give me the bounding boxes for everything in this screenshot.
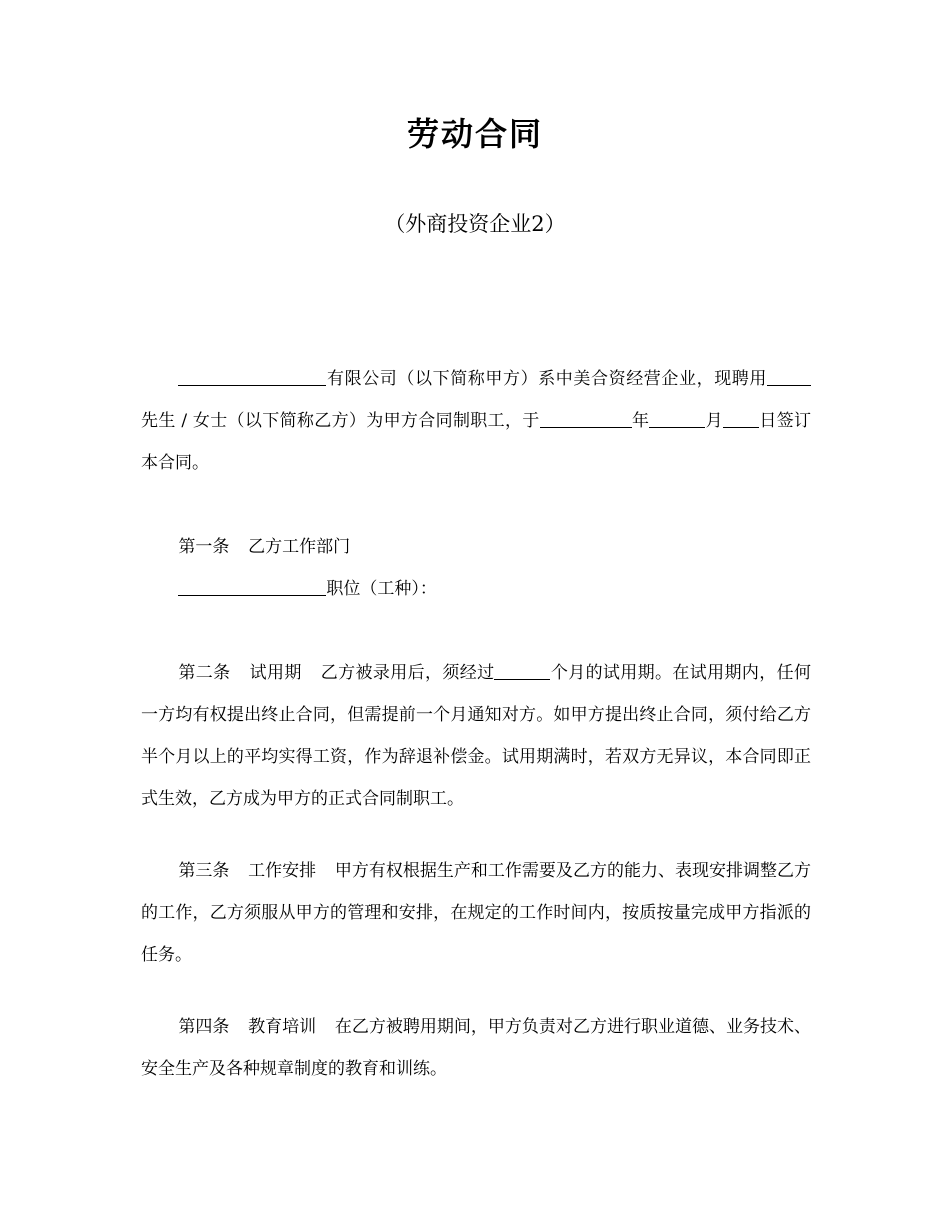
year-label: 年 bbox=[631, 411, 650, 431]
article-4-title: 教育培训 bbox=[248, 1017, 317, 1037]
employee-name-blank-cont[interactable] bbox=[789, 369, 811, 386]
article-1-title: 乙方工作部门 bbox=[248, 537, 351, 557]
article-1-heading-line bbox=[141, 526, 811, 568]
article-2-title: 试用期 bbox=[249, 663, 302, 683]
document-title: 劳动合同 bbox=[406, 115, 543, 153]
spacer bbox=[141, 820, 811, 850]
department-blank[interactable] bbox=[178, 579, 326, 596]
article-3-number: 第三条 bbox=[178, 861, 230, 881]
document-subtitle: （外商投资企业2） bbox=[384, 212, 566, 236]
intro-text-2: 先生 / 女士（以下简称乙方）为甲方合同制职工，于 bbox=[141, 411, 540, 431]
document-body bbox=[141, 358, 811, 1090]
article-2-text-2: 个月的试用期。在试用期内，任何一方均有权提出终止合同，但需提前一个月通知对方。如甲方提出终止合同，须付给乙方半个月以上的平均实得工资，作为辞退补偿金。试用期满时，若双方无异议，本合同即正式生效，乙方成为甲方的正式合同制职工。 bbox=[141, 663, 812, 809]
probation-months-blank[interactable] bbox=[494, 663, 550, 680]
company-name-blank[interactable] bbox=[178, 369, 326, 386]
month-label: 月 bbox=[705, 411, 724, 431]
article-3-title: 工作安排 bbox=[248, 861, 317, 881]
article-4-number: 第四条 bbox=[178, 1017, 230, 1037]
spacer bbox=[141, 976, 811, 1006]
employee-name-blank[interactable] bbox=[767, 369, 789, 386]
spacer bbox=[141, 484, 811, 526]
sign-year-blank[interactable] bbox=[540, 411, 632, 428]
intro-text-1: 有限公司（以下简称甲方）系中美合资经营企业，现聘用 bbox=[326, 369, 767, 389]
position-label: 职位（工种）： bbox=[326, 579, 437, 599]
article-1-number: 第一条 bbox=[178, 537, 230, 557]
article-2-paragraph bbox=[141, 652, 811, 820]
sign-day-blank[interactable] bbox=[723, 411, 759, 428]
spacer bbox=[141, 610, 811, 652]
article-3-paragraph bbox=[141, 850, 811, 976]
article-3-text: 甲方有权根据生产和工作需要及乙方的能力、表现安排调整乙方的工作，乙方须服从甲方的管理和安排，在规定的工作时间内，按质按量完成甲方指派的任务。 bbox=[141, 861, 812, 965]
article-4-text: 在乙方被聘用期间，甲方负责对乙方进行职业道德、业务技术、安全生产及各种规章制度的教育和训练。 bbox=[141, 1017, 812, 1079]
article-2-text-1: 乙方被录用后，须经过 bbox=[320, 663, 495, 683]
article-4-paragraph bbox=[141, 1006, 811, 1090]
article-1-position-line bbox=[141, 568, 811, 610]
intro-text-3: 日签订本合同。 bbox=[141, 411, 812, 473]
intro-paragraph bbox=[141, 358, 811, 484]
sign-month-blank[interactable] bbox=[649, 411, 705, 428]
article-2-number: 第二条 bbox=[178, 663, 231, 683]
